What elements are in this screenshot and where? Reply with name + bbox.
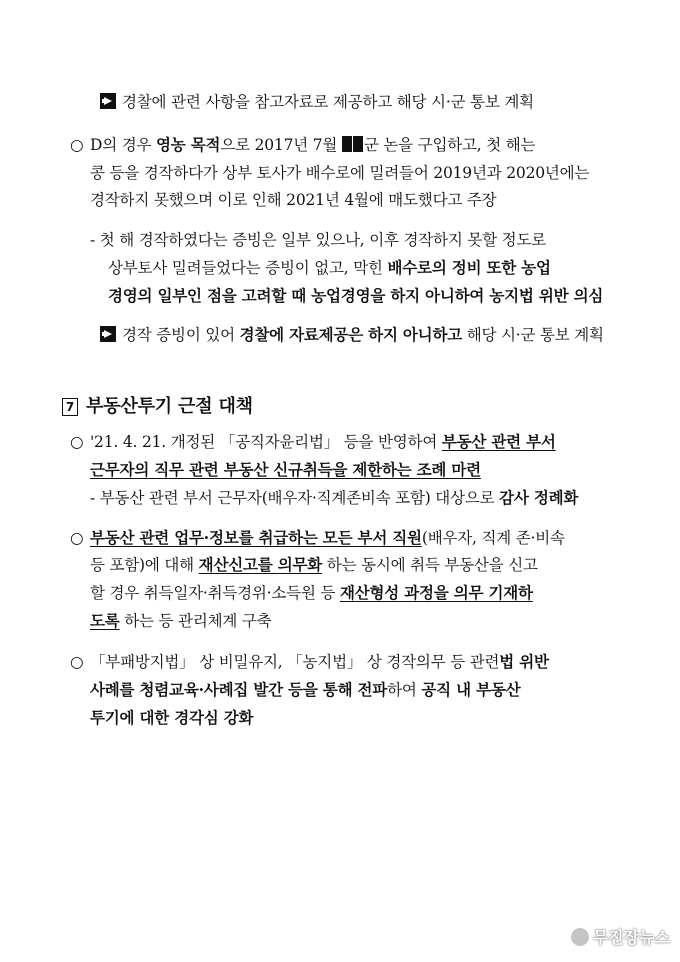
section-heading xyxy=(62,397,253,417)
redacted-square-icon xyxy=(342,136,352,152)
text: '21. 4. 21. 개정된 「공직자윤리법」 등을 반영하여 xyxy=(90,433,442,451)
text: 상부토사 밀려들었다는 증빙이 없고, 막힌 xyxy=(108,259,388,277)
dash-bullet: - xyxy=(90,231,96,249)
emphasis-text: 배수로의 정비 또한 농업 xyxy=(387,258,551,277)
bullet-paragraph-ordinance-line-2: 근무자의 직무 관련 부동산 신규취득을 제한하는 조례 마련 xyxy=(90,460,481,479)
emphasis-text: 경찰에 자료제공은 하지 아니하고 xyxy=(239,325,463,344)
dash-paragraph-line-2 xyxy=(108,258,551,278)
circle-bullet: ○ xyxy=(70,529,84,547)
redacted-square-icon xyxy=(353,136,363,152)
dash-paragraph-audit xyxy=(90,488,578,508)
text: 할 경우 취득일자·취득경위·소득원 등 xyxy=(90,584,340,602)
bullet-paragraph-ordinance-line-1 xyxy=(70,432,556,452)
bullet-paragraph-property-line-1 xyxy=(70,528,565,548)
circle-bullet: ○ xyxy=(70,433,84,451)
bullet-paragraph-property-line-3 xyxy=(90,583,533,603)
emphasis-text: 재산형성 과정을 의무 기재하 xyxy=(339,583,533,602)
emphasis-text: 공직 내 부동산 xyxy=(421,680,521,699)
text: 부동산 관련 부서 근무자(배우자·직계존비속 포함) 대상으로 xyxy=(99,489,500,507)
text: 경작 증빙이 있어 xyxy=(122,326,240,344)
text: (배우자, 직계 존·비속 xyxy=(421,529,565,547)
emphasis-text: 사례를 청렴교육·사례집 발간 등을 통해 전파 xyxy=(90,680,388,699)
text: 군 논을 구입하고, 첫 해는 xyxy=(363,136,536,154)
text: 으로 2017년 7월 xyxy=(220,136,342,154)
emphasis-text: 부동산 관련 업무·정보를 취급하는 모든 부서 직원 xyxy=(90,528,422,547)
watermark-text: 무진장뉴스 xyxy=(592,928,670,947)
dash-bullet: - xyxy=(90,489,96,507)
bullet-paragraph-education-line-2 xyxy=(90,680,520,700)
text: 등 포함)에 대해 xyxy=(90,556,199,574)
section-title: 부동산투기 근절 대책 xyxy=(86,396,253,417)
action-line-1 xyxy=(100,92,534,112)
emphasis-text: 법 위반 xyxy=(499,652,549,671)
circle-bullet: ○ xyxy=(70,653,84,671)
text: 하는 등 관리체계 구축 xyxy=(119,612,272,630)
text: 「부패방지법」 상 비밀유지, 「농지법」 상 경작의무 등 관련 xyxy=(90,653,500,671)
text: 첫 해 경작하였다는 증빙은 일부 있으나, 이후 경작하지 못할 정도로 xyxy=(99,231,546,249)
emphasis-text: 재산신고를 의무화 xyxy=(198,555,323,574)
watermark xyxy=(571,925,670,948)
watermark-logo-icon xyxy=(571,928,589,946)
circle-bullet: ○ xyxy=(70,136,84,154)
bullet-paragraph-property-line-2 xyxy=(90,555,538,575)
emphasis-text: 부동산 관련 부서 xyxy=(441,432,556,451)
bullet-paragraph-d-line-2: 콩 등을 경작하다가 상부 토사가 배수로에 밀려들어 2019년과 2020년에는 xyxy=(90,164,590,182)
arrow-box-icon xyxy=(100,93,116,109)
action-text-1: 경찰에 관련 사항을 참고자료로 제공하고 해당 시·군 통보 계획 xyxy=(122,93,534,111)
emphasis-text: 도록 xyxy=(90,611,120,630)
text: 하는 동시에 취득 부동산을 신고 xyxy=(322,556,538,574)
bullet-paragraph-property-line-4 xyxy=(90,611,271,631)
arrow-box-icon xyxy=(100,326,116,342)
text: 해당 시·군 통보 계획 xyxy=(462,326,604,344)
text: D의 경우 xyxy=(90,136,157,154)
bullet-paragraph-education-line-1 xyxy=(70,652,549,672)
bullet-paragraph-d-line-1 xyxy=(70,135,535,155)
bullet-paragraph-education-line-3: 투기에 대한 경각심 강화 xyxy=(90,708,254,727)
emphasis-text: 영농 목적 xyxy=(156,135,221,154)
bullet-paragraph-d-line-3: 경작하지 못했으며 이로 인해 2021년 4월에 매도했다고 주장 xyxy=(90,191,497,209)
text: 하여 xyxy=(387,681,422,699)
dash-paragraph-line-3: 경영의 일부인 점을 고려할 때 농업경영을 하지 아니하여 농지법 위반 의심 xyxy=(108,286,604,305)
section-number: 7 xyxy=(62,398,78,416)
dash-paragraph-line-1 xyxy=(90,230,546,250)
action-line-2 xyxy=(100,325,604,345)
emphasis-text: 감사 정례화 xyxy=(499,488,579,507)
